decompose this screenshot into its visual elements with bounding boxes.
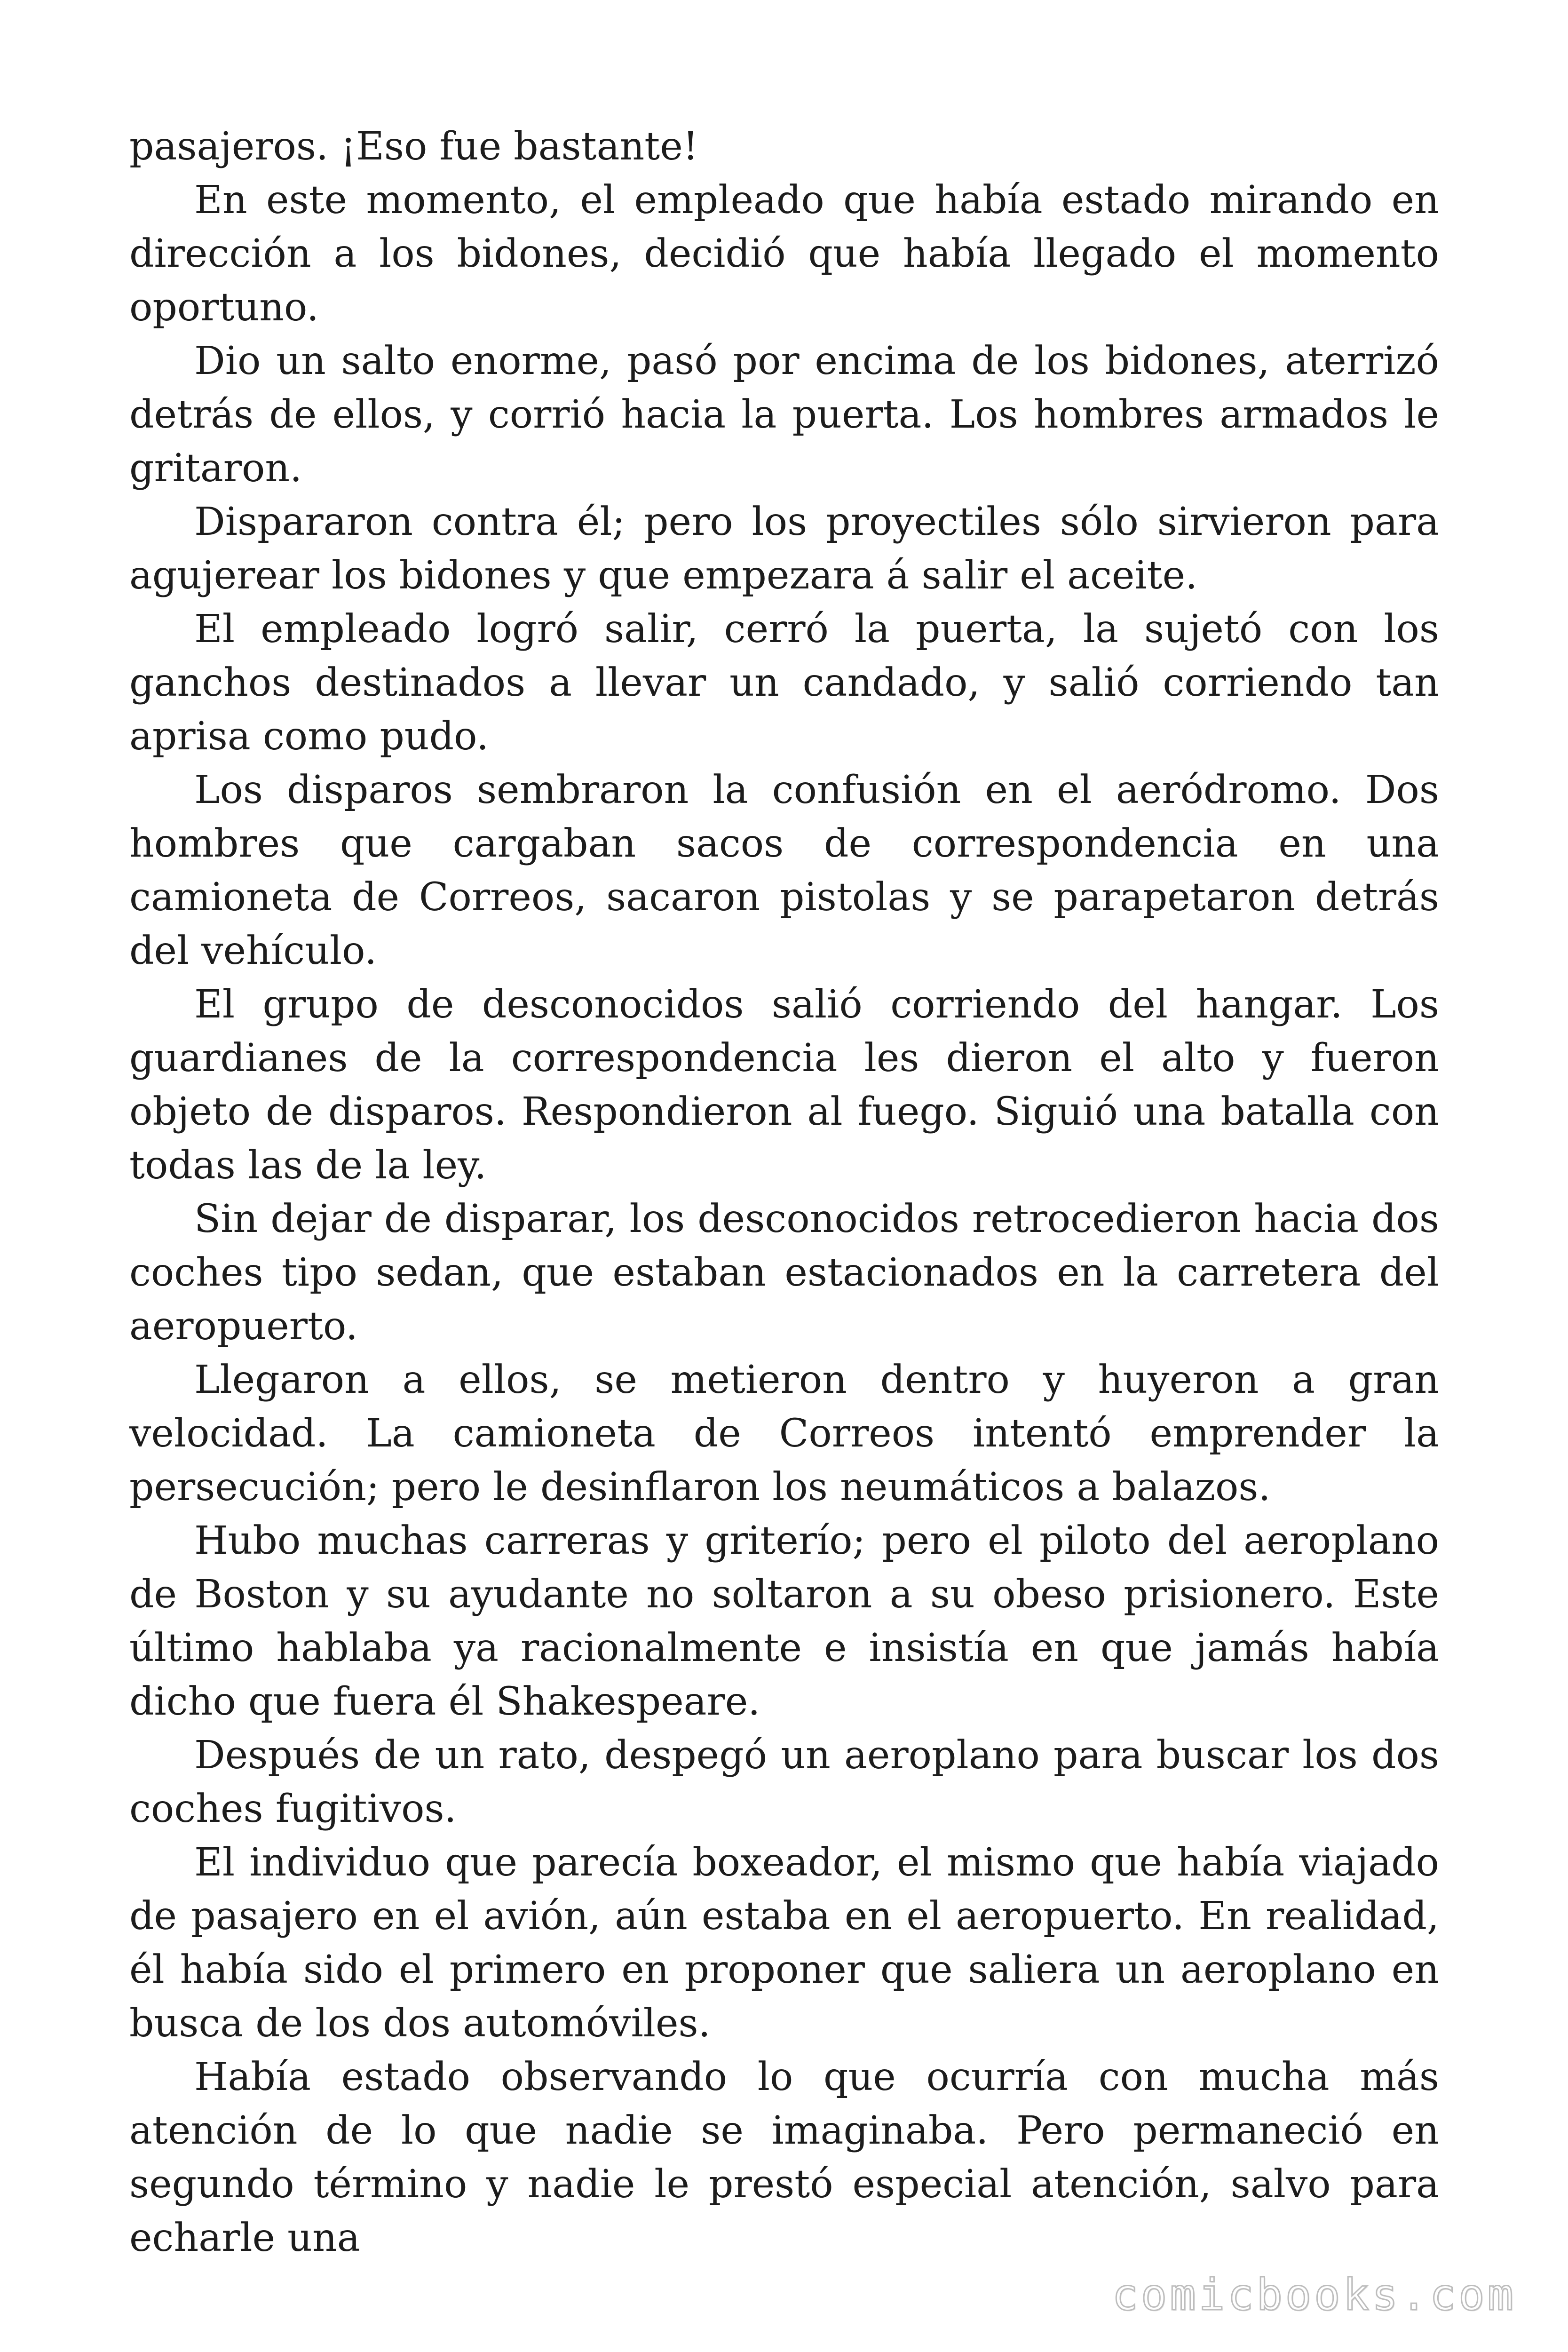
paragraph-8: Sin dejar de disparar, los desconocidos retrocedieron hacia dos coches tipo sedan, que estaban estacionados en la carretera del aeropuerto. (129, 1197, 1439, 1349)
paragraph-11: Después de un rato, despegó un aeroplano para buscar los dos coches fugitivos. (129, 1733, 1439, 1831)
paragraph-5: El empleado logró salir, cerró la puerta, la sujetó con los ganchos destinados a llevar un candado, y salió corriendo tan aprisa como pudo. (129, 607, 1439, 759)
paragraph-7: El grupo de desconocidos salió corriendo del hangar. Los guardianes de la correspondencia les dieron el alto y fueron objeto de disparos. Respondieron al fuego. Siguió una batalla con todas las de la ley. (129, 982, 1439, 1188)
paragraph-2: En este momento, el empleado que había estado mirando en dirección a los bidones, decidió que había llegado el momento oportuno. (129, 178, 1439, 330)
paragraph-12: El individuo que parecía boxeador, el mismo que había viajado de pasajero en el avión, aún estaba en el aeropuerto. En realidad, él había sido el primero en proponer que saliera un aeroplano en busca de los dos automóviles. (129, 1840, 1439, 2046)
paragraph-6: Los disparos sembraron la confusión en el aeródromo. Dos hombres que cargaban sacos de correspondencia en una camioneta de Correos, sacaron pistolas y se parapetaron detrás del vehículo. (129, 768, 1439, 973)
paragraph-3: Dio un salto enorme, pasó por encima de los bidones, aterrizó detrás de ellos, y corrió hacia la puerta. Los hombres armados le gritaron. (129, 339, 1439, 491)
watermark: comicbooks.com (1112, 2270, 1516, 2320)
paragraph-13: Había estado observando lo que ocurría con mucha más atención de lo que nadie se imaginaba. Pero permaneció en segundo término y nadie le prestó especial atención, salvo para echarle una (129, 2055, 1439, 2260)
paragraph-4: Dispararon contra él; pero los proyectiles sólo sirvieron para agujerear los bidones y que empezara á salir el aceite. (129, 500, 1439, 598)
paragraph-10: Hubo muchas carreras y griterío; pero el piloto del aeroplano de Boston y su ayudante no soltaron a su obeso prisionero. Este último hablaba ya racionalmente e insistía en que jamás había dicho que fuera él Shakespeare. (129, 1518, 1439, 1724)
page-body (129, 120, 1439, 2260)
paragraph-9: Llegaron a ellos, se metieron dentro y huyeron a gran velocidad. La camioneta de Correos intentó emprender la persecución; pero le desinflaron los neumáticos a balazos. (129, 1358, 1439, 1510)
paragraph-1: pasajeros. ¡Eso fue bastante! (129, 124, 698, 169)
